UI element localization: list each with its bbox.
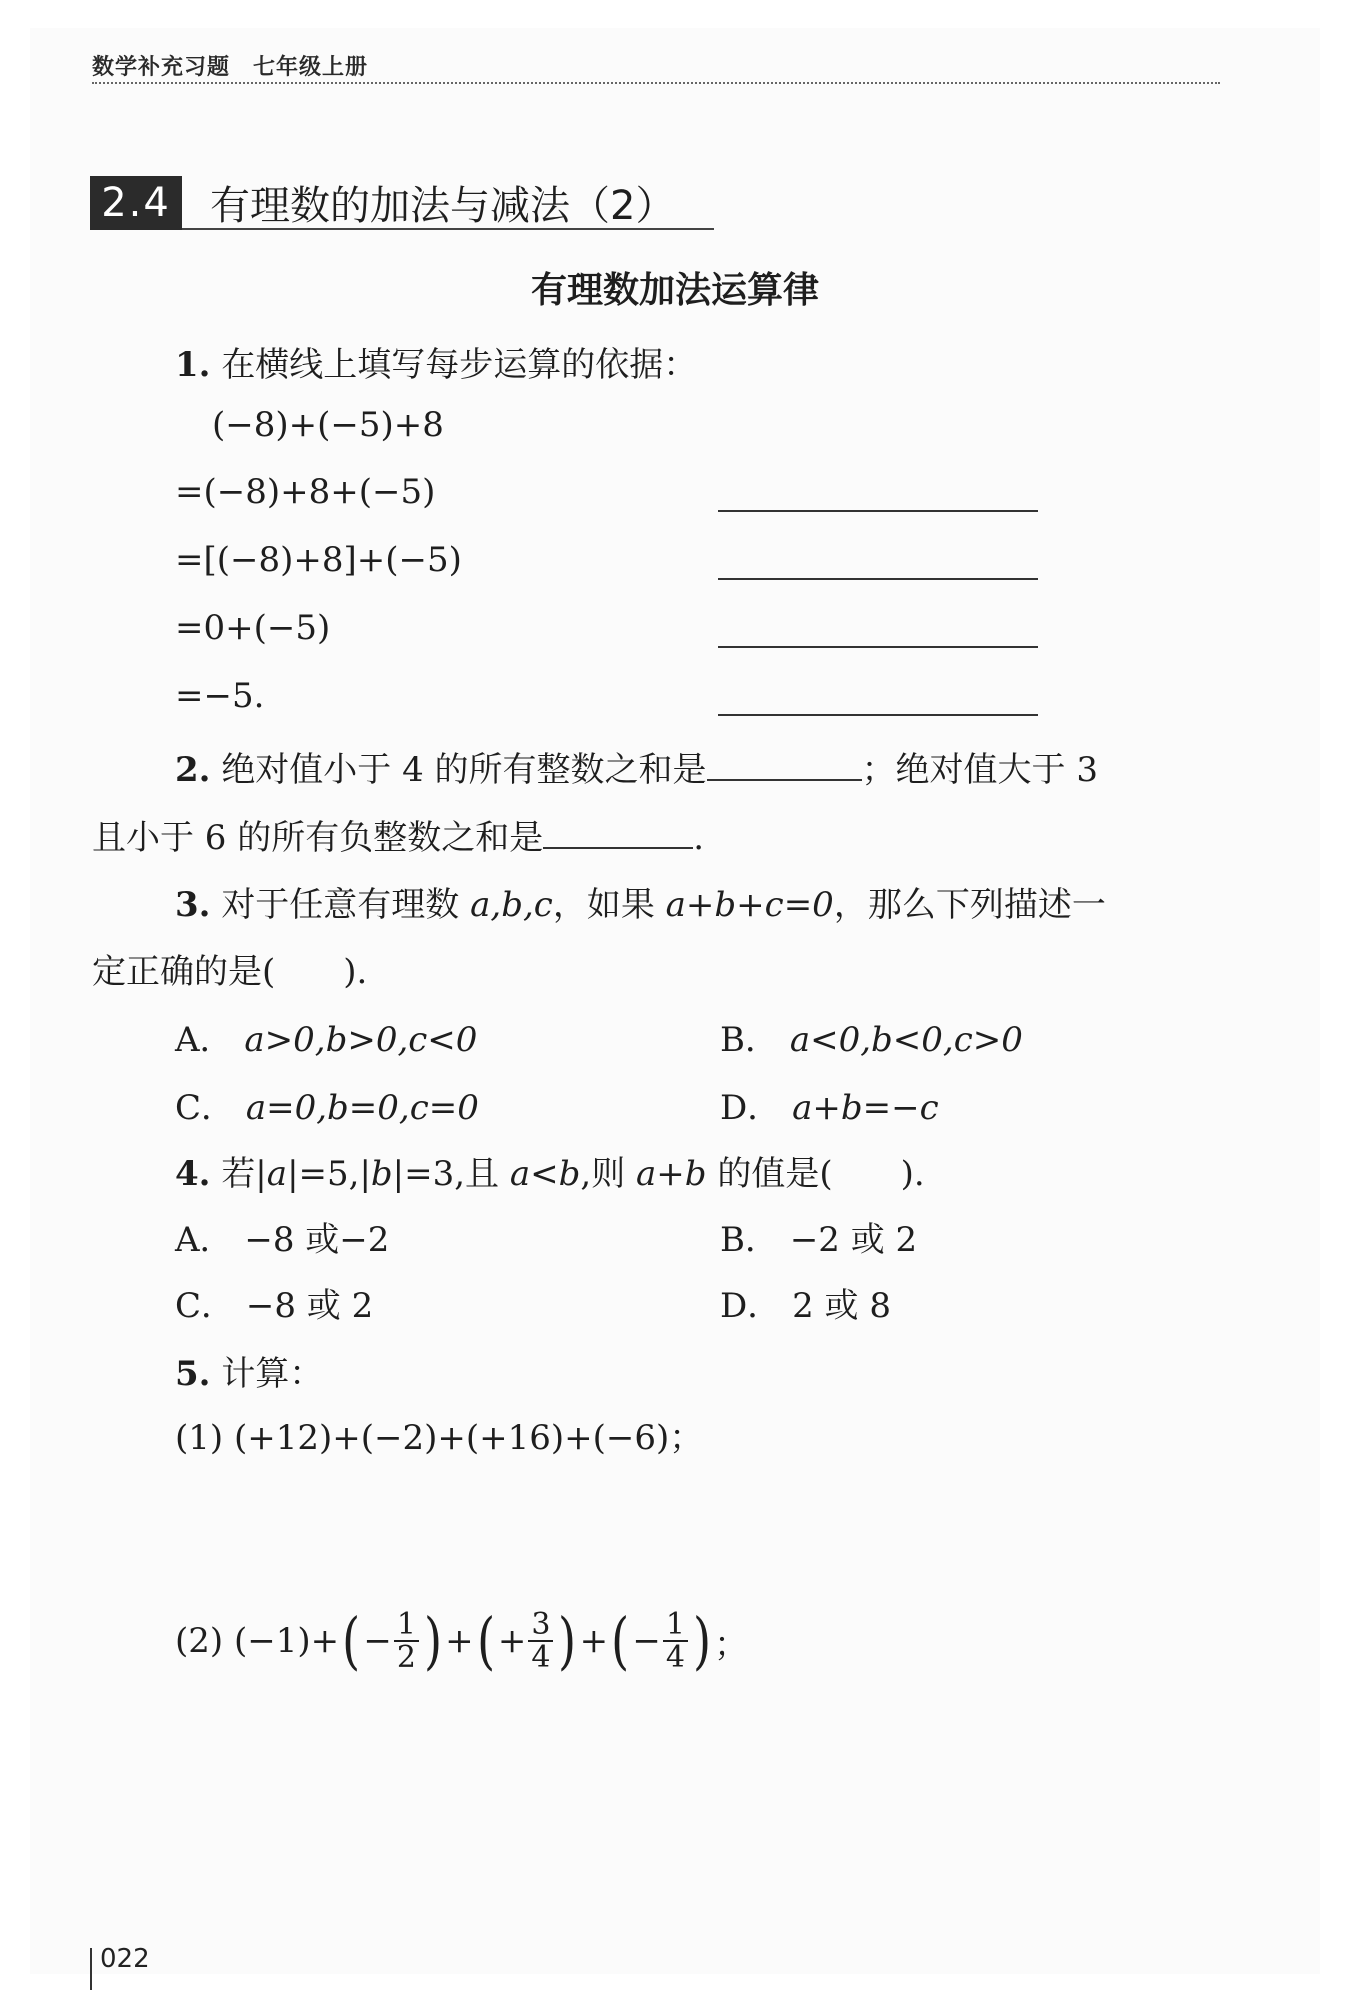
question-text: ；绝对值大于 3 <box>861 750 1099 790</box>
plus-sign: + <box>579 1621 609 1661</box>
right-paren: ) <box>423 1604 443 1677</box>
left-paren: ( <box>342 1604 361 1677</box>
option-text: a>0,b>0,c<0 <box>244 1020 478 1060</box>
question-number: 5. <box>175 1354 211 1394</box>
numerator: 1 <box>394 1609 419 1643</box>
q1-step-3: =0+(−5) <box>175 608 331 648</box>
sign: + <box>497 1621 527 1661</box>
answer-blank[interactable] <box>718 578 1038 580</box>
fill-in-blank[interactable] <box>707 749 862 781</box>
option-text: −2 或 2 <box>789 1220 918 1260</box>
option-b[interactable] <box>720 1212 917 1261</box>
question-text: |=5,| <box>287 1154 371 1194</box>
header-dotted-rule <box>92 82 1220 84</box>
question-3-line-1 <box>175 877 1106 926</box>
equation: a+b+c=0 <box>665 885 834 925</box>
q1-step-0: (−8)+(−5)+8 <box>212 405 444 445</box>
question-number: 3. <box>175 885 211 925</box>
q5-part-1: (1) (+12)+(−2)+(+16)+(−6)； <box>175 1418 704 1458</box>
variable: b <box>370 1154 393 1194</box>
option-text: −8 或−2 <box>244 1220 390 1260</box>
fraction <box>394 1606 419 1675</box>
inequality: a<b <box>509 1154 581 1194</box>
question-text: |=3,且 <box>392 1154 500 1194</box>
right-paren: ) <box>558 1604 577 1677</box>
denominator: 2 <box>396 1640 416 1675</box>
option-d[interactable] <box>720 1278 891 1327</box>
sign: − <box>363 1621 392 1661</box>
question-text: 对于任意有理数 <box>221 885 460 925</box>
denominator: 4 <box>665 1640 685 1675</box>
option-label: C． <box>175 1088 236 1128</box>
question-text: ,则 <box>580 1154 626 1194</box>
option-text: a+b=−c <box>792 1088 939 1128</box>
expression-text: (2) (−1)+ <box>175 1621 340 1661</box>
numerator: 1 <box>663 1609 688 1643</box>
question-2-line-2 <box>92 810 704 859</box>
option-text: a=0,b=0,c=0 <box>245 1088 479 1128</box>
fraction <box>663 1606 688 1675</box>
question-text: 计算： <box>221 1354 324 1394</box>
q1-step-2: =[(−8)+8]+(−5) <box>175 540 462 580</box>
variables: a,b,c <box>470 885 553 925</box>
answer-blank[interactable] <box>718 510 1038 512</box>
option-b[interactable] <box>720 1012 1023 1061</box>
denominator: 4 <box>531 1640 551 1675</box>
option-label: A． <box>175 1020 234 1060</box>
question-4 <box>175 1146 925 1195</box>
expression-end: ； <box>714 1624 749 1665</box>
question-5 <box>175 1346 323 1395</box>
option-text: a<0,b<0,c>0 <box>789 1020 1023 1060</box>
question-number: 1. <box>175 345 211 385</box>
page-number: 022 <box>100 1944 150 1974</box>
numerator: 3 <box>528 1609 553 1643</box>
left-paren: ( <box>476 1604 495 1677</box>
sign: − <box>632 1621 661 1661</box>
option-c[interactable] <box>175 1080 479 1129</box>
q1-step-4: =−5. <box>175 676 265 716</box>
option-label: C． <box>175 1286 236 1326</box>
page-number-bar <box>90 1948 92 1990</box>
option-text: −8 或 2 <box>245 1286 374 1326</box>
plus-sign: + <box>445 1621 474 1661</box>
question-1 <box>175 337 697 386</box>
question-text: 若| <box>221 1154 267 1194</box>
question-text: . <box>693 818 705 858</box>
q5-part-2 <box>175 1606 748 1676</box>
expression: a+b <box>636 1154 707 1194</box>
subtitle: 有理数加法运算律 <box>530 270 819 311</box>
right-paren: ) <box>692 1604 712 1677</box>
question-text: 且小于 6 的所有负整数之和是 <box>92 818 544 858</box>
q1-step-1: =(−8)+8+(−5) <box>175 472 436 512</box>
option-a[interactable] <box>175 1212 389 1261</box>
page-background <box>30 28 1320 1974</box>
variable: a <box>266 1154 288 1194</box>
option-label: B． <box>720 1020 779 1060</box>
question-number: 4. <box>175 1154 211 1194</box>
question-3-line-2: 定正确的是( ). <box>92 952 368 992</box>
option-a[interactable] <box>175 1012 477 1061</box>
option-d[interactable] <box>720 1080 939 1129</box>
option-text: 2 或 8 <box>792 1286 891 1326</box>
question-text: 在横线上填写每步运算的依据： <box>221 345 698 385</box>
question-text: 绝对值小于 4 的所有整数之和是 <box>221 750 707 790</box>
question-number: 2. <box>175 750 211 790</box>
running-head: 数学补充习题 七年级上册 <box>92 55 369 80</box>
answer-blank[interactable] <box>718 714 1038 716</box>
question-text: ，那么下列描述一 <box>833 885 1106 925</box>
option-label: D． <box>720 1088 782 1128</box>
section-title-rule <box>182 228 714 230</box>
fraction <box>528 1606 553 1675</box>
left-paren: ( <box>611 1604 630 1677</box>
option-label: D． <box>720 1286 782 1326</box>
answer-blank[interactable] <box>718 646 1038 648</box>
question-2-line-1 <box>175 742 1098 791</box>
section-title: 有理数的加法与减法（2） <box>210 183 676 229</box>
option-label: B． <box>720 1220 779 1260</box>
option-c[interactable] <box>175 1278 373 1327</box>
fill-in-blank[interactable] <box>543 817 693 849</box>
option-label: A． <box>175 1220 234 1260</box>
section-number-box: 2.4 <box>90 176 182 230</box>
question-text: 的值是( ). <box>717 1154 925 1194</box>
question-text: ，如果 <box>552 885 655 925</box>
